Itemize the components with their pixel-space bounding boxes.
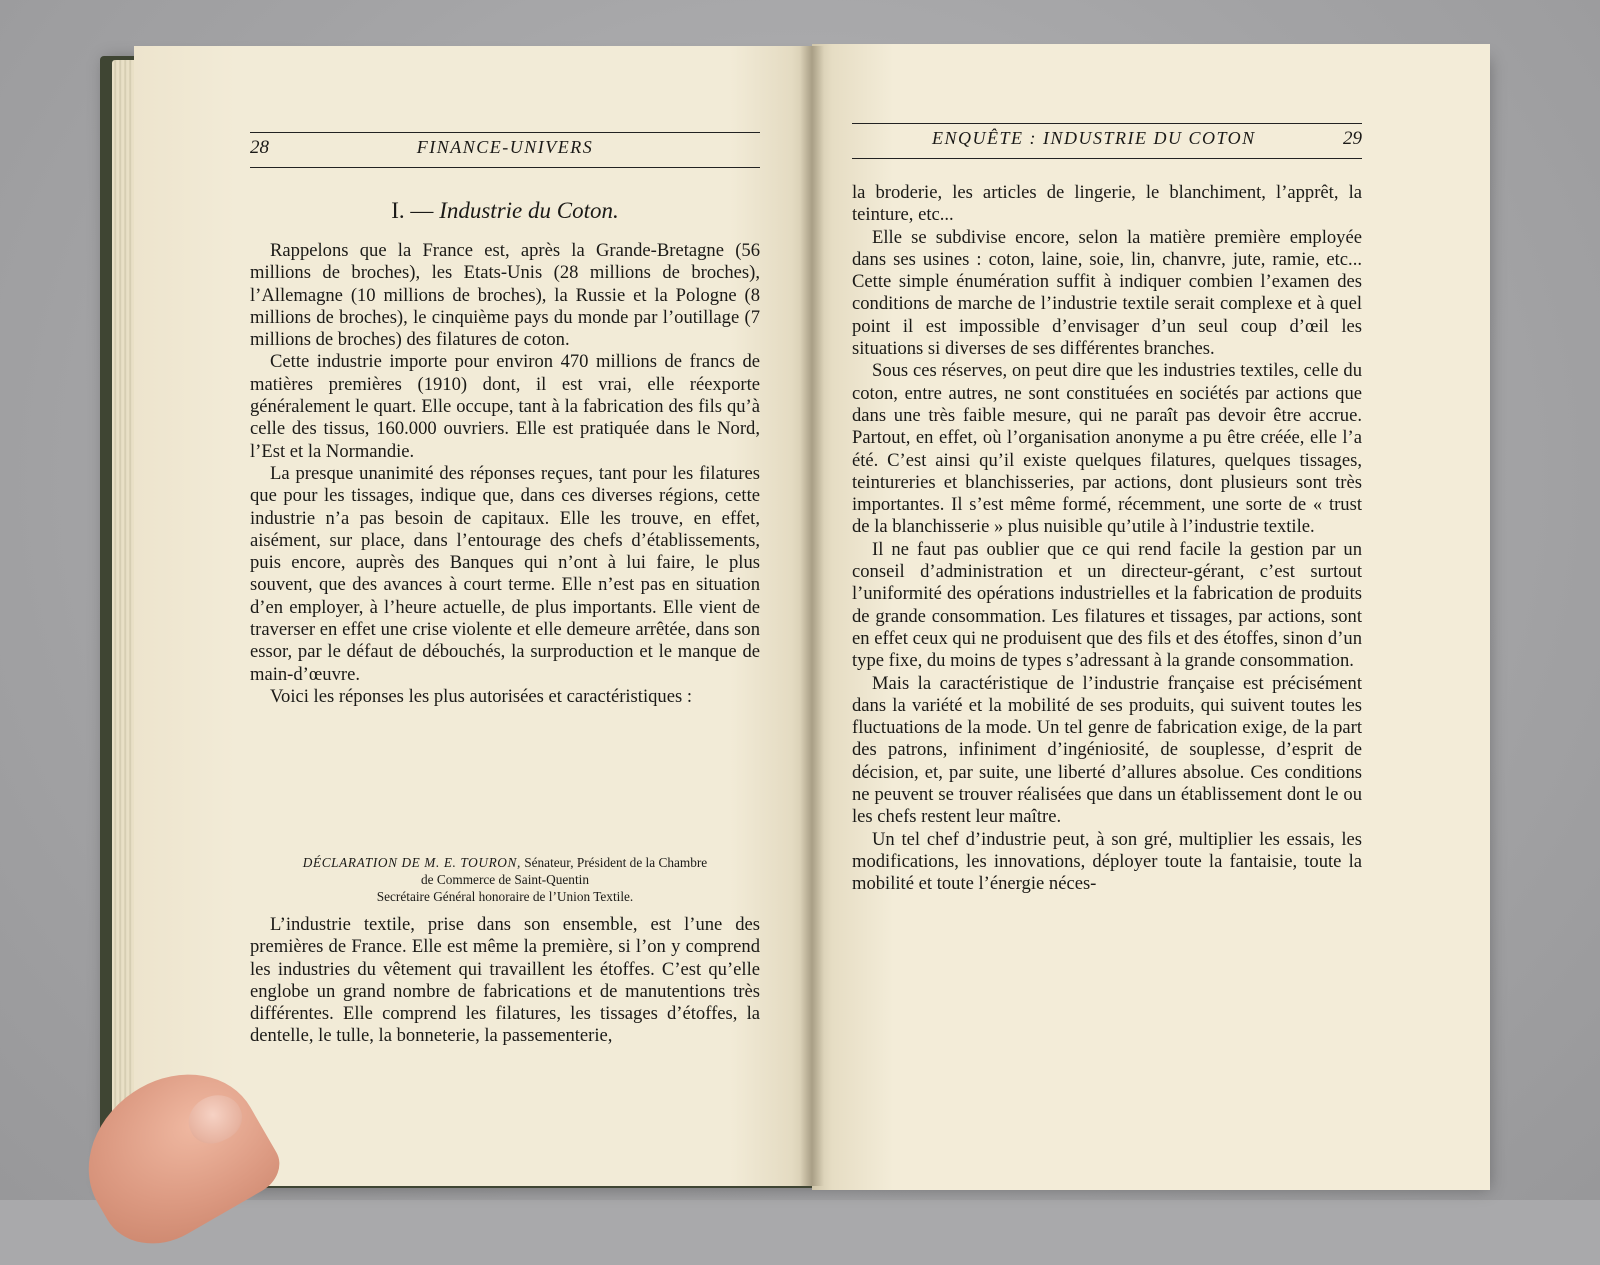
right-page <box>812 44 1490 1190</box>
right-text <box>852 182 1362 896</box>
section-number: I. — <box>391 198 434 223</box>
paragraph: Sous ces réserves, on peut dire que les industries textiles, celle du coton, entre autres, ne sont constituées en sociétés par actions que dans une très faible mesure, qui ne paraît pas devoir être accrue. Partout, en effet, où l’organisation anonyme a pu être créée, elle l’a été. C’est ainsi qu’il existe quelques filatures, quelques tissages, teintureries et blanchisseries, par actions, dont plusieurs sont très importantes. Il s’est même formé, récemment, une sorte de « trust de la blanchisserie » plus nuisible qu’utile à l’industrie textile. <box>852 360 1362 538</box>
section-title <box>250 198 760 224</box>
paragraph: la broderie, les articles de lingerie, le blanchiment, l’apprêt, la teinture, etc... <box>852 182 1362 226</box>
paragraph: Il ne faut pas oublier que ce qui rend facile la gestion par un conseil d’administration et un directeur-gérant, c’est surtout l’uniformité des opérations industrielles et la fabrication de produits de grande consommation. Les filatures et tissages, par actions, sont en effet ceux qui ne produisent que des fils et des étoffes, sinon d’un type fixe, du moins de types s’adressant à la grande consommation. <box>852 538 1362 672</box>
paragraph: L’industrie textile, prise dans son ensemble, est l’une des premières de France. Elle est même la première, si l’on y comprend les industries du vêtement qui travaillent les étoffes. C’est qu’elle englobe un grand nombre de fabrications et de manutentions très différentes. Elle comprend les filatures, les tissages d’étoffes, la dentelle, le tulle, la bonneterie, la passementerie, <box>250 914 760 1047</box>
left-page-number: 28 <box>250 137 269 158</box>
right-page-number: 29 <box>1343 128 1362 149</box>
paragraph: Mais la caractéristique de l’industrie française est précisément dans la variété et la mobilité de ses produits, qui suivent toutes les fluctuations de la mode. Un tel genre de fabrication exige, de la part des patrons, infiniment d’ingéniosité, de souplesse, d’esprit de décision, et, par suite, une liberté d’allures absolue. Ces conditions ne peuvent se trouver réalisées que dans un établissement dont le ou les chefs restent leur maître. <box>852 672 1362 828</box>
paragraph: Cette industrie importe pour environ 470 millions de francs de matières premières (1910) dont, il est vrai, elle réexporte généralement le quart. Elle occupe, tant à la fabrication des fils qu’à celle des tissus, 160.000 ouvriers. Elle est pratiquée dans le Nord, l’Est et la Normandie. <box>250 351 760 462</box>
paragraph: Voici les réponses les plus autorisées et caractéristiques : <box>270 685 693 707</box>
left-running-head <box>250 132 760 168</box>
section-title-text: Industrie du Coton. <box>439 198 619 223</box>
paragraph: Rappelons que la France est, après la Grande-Bretagne (56 millions de broches), les Etats-Unis (28 millions de broches), l’Allemagne (10 millions de broches), la Russie et la Pologne (8 millions de broches), le cinquième pays du monde par l’outillage (7 millions de broches) des filatures de coton. <box>250 240 760 351</box>
paragraph: Elle se subdivise encore, selon la matière première employée dans ses usines : coton, laine, soie, lin, chanvre, jute, ramie, etc... Cette simple énumération suffit à indiquer combien l’examen des conditions de marche de l’industrie textile serait complexe et à quel point il est impossible d’envisager d’un seul coup d’œil les situations si diverses de ses différentes branches. <box>852 226 1362 360</box>
declaration-line-1 <box>250 854 760 871</box>
right-running-title: ENQUÊTE : INDUSTRIE DU COTON <box>932 128 1256 148</box>
declaration-line-2: de Commerce de Saint-Quentin <box>420 872 589 887</box>
left-text-lower <box>250 914 760 1048</box>
left-text-upper <box>250 240 760 708</box>
right-running-head <box>852 123 1362 159</box>
declaration-name: DÉCLARATION DE M. E. TOURON, <box>302 855 521 870</box>
paragraph: Un tel chef d’industrie peut, à son gré, multiplier les essais, les modifications, les innovations, déployer toute la fantaisie, toute la mobilité et toute l’énergie néces- <box>852 828 1362 895</box>
declaration-header <box>250 854 760 905</box>
declaration-line-3: Secrétaire Général honoraire de l’Union Textile. <box>376 889 634 904</box>
paragraph: La presque unanimité des réponses reçues, tant pour les filatures que pour les tissages, indique que, dans ces diverses régions, cette industrie n’a pas besoin de capitaux. Elle les trouve, en effet, aisément, sur place, dans l’entourage des chefs d’établissements, puis encore, auprès des Banques qui n’ont à lui faire, le plus souvent, que des avances à court terme. Elle n’est pas en situation d’en employer, à l’heure actuelle, de plus importants. Elle vient de traverser en effet une crise violente et elle demeure arrêtée, dans son essor, par le défaut de débouchés, la surproduction et le manque de main-d’œuvre. <box>250 462 760 685</box>
left-running-title: FINANCE-UNIVERS <box>416 137 594 157</box>
declaration-title: Sénateur, Président de la Chambre <box>524 855 708 870</box>
left-page <box>134 46 812 1186</box>
book-gutter <box>800 46 824 1186</box>
